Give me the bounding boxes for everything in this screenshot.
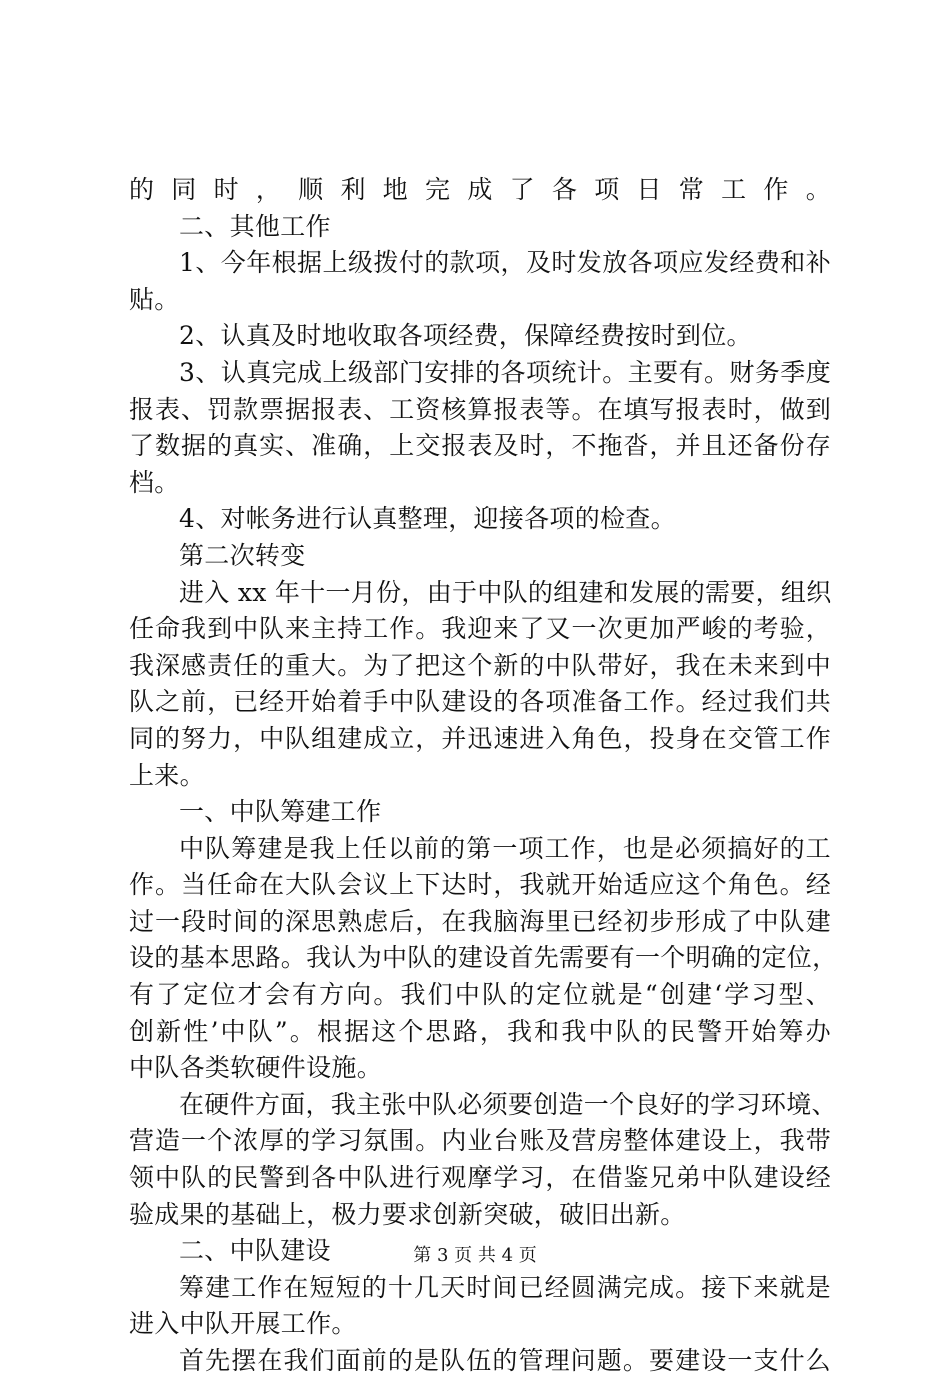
paragraph-line: 进入 xx 年十一月份，由于中队的组建和发展的需要，组织 [179,577,832,607]
section-heading: 二、中队建设 [179,1236,331,1266]
text-line: 有了定位才会有方向。我们中队的定位就是“创建‘学习型、 [129,980,831,1010]
list-item: 3、认真完成上级部门安排的各项统计。主要有。财务季度 [179,357,831,387]
list-item: 1、今年根据上级拨付的款项，及时发放各项应发经费和补 [179,248,831,278]
text-line: 营造一个浓厚的学习氛围。内业台账及营房整体建设上，我带 [129,1126,831,1156]
text-line: 的同时，顺利地完成了各项日常工作。 [129,175,831,204]
text-line: 过一段时间的深思熟虑后，在我脑海里已经初步形成了中队建 [129,906,831,936]
text-line: 了数据的真实、准确，上交报表及时，不拖沓，并且还备份存 [129,431,831,461]
text-line: 报表、罚款票据报表、工资核算报表等。在填写报表时，做到 [129,394,831,424]
paragraph-line: 首先摆在我们面前的是队伍的管理问题。要建设一支什么 [179,1346,831,1375]
page-number: 第 3 页 共 4 页 [413,1245,537,1266]
list-item: 2、认真及时地收取各项经费，保障经费按时到位。 [179,321,752,351]
text-line: 贴。 [129,284,180,314]
text-line: 中队各类软硬件设施。 [129,1053,383,1083]
section-heading: 一、中队筹建工作 [179,797,382,827]
text-line: 我深感责任的重大。为了把这个新的中队带好，我在未来到中 [129,650,831,680]
document-body [129,172,838,1380]
text-line: 领中队的民警到各中队进行观摩学习，在借鉴兄弟中队建设经 [129,1163,831,1193]
section-heading: 二、其他工作 [179,211,331,241]
text-line: 队之前，已经开始着手中队建设的各项准备工作。经过我们共 [129,687,831,717]
text-line: 同的努力，中队组建成立，并迅速进入角色，投身在交管工作 [129,723,831,753]
text-line: 进入中队开展工作。 [129,1309,357,1339]
text-line: 档。 [129,467,180,497]
section-heading: 第二次转变 [179,540,306,570]
text-line: 验成果的基础上，极力要求创新突破，破旧出新。 [129,1199,686,1229]
paragraph-line: 中队筹建是我上任以前的第一项工作，也是必须搞好的工 [179,833,831,863]
list-item: 4、对帐务进行认真整理，迎接各项的检查。 [179,504,676,534]
text-line: 创新性’中队”。根据这个思路，我和我中队的民警开始筹办 [129,1016,831,1046]
paragraph-line: 在硬件方面，我主张中队必须要创造一个良好的学习环境、 [179,1089,837,1119]
text-line: 任命我到中队来主持工作。我迎来了又一次更加严峻的考验， [129,614,831,644]
text-line: 上来。 [129,760,205,790]
paragraph-line: 筹建工作在短短的十几天时间已经圆满完成。接下来就是 [179,1272,831,1302]
text-line: 作。当任命在大队会议上下达时，我就开始适应这个角色。经 [129,870,831,900]
text-line: 设的基本思路。我认为中队的建设首先需要有一个明确的定位， [129,943,838,973]
